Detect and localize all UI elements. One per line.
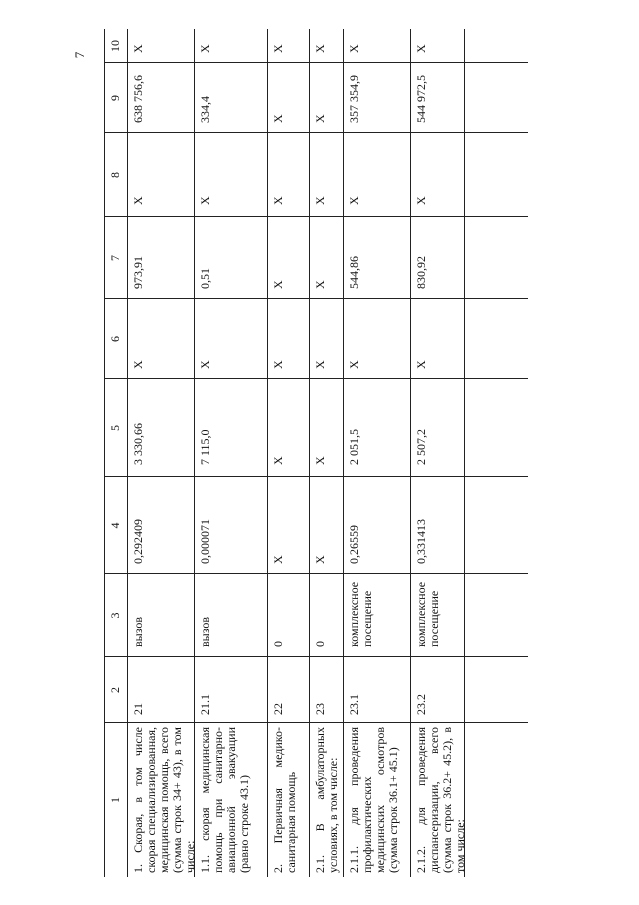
row-1-cost-cell: 3 330,66 <box>131 423 145 465</box>
row-6-total-cell: 544 972,5 <box>414 75 428 123</box>
row-5-col8-cell: Х <box>347 196 361 205</box>
row-6-cost-cell: 2 507,2 <box>414 429 428 465</box>
row-2-cost-cell: 7 115,0 <box>198 429 212 465</box>
row-4-row-code-cell: 23 <box>313 703 327 715</box>
header-cell-10: 10 <box>108 40 122 52</box>
row-3-per-capita-cell: Х <box>271 280 285 289</box>
row-2-col6-cell: Х <box>198 360 212 369</box>
row-2-per-capita-cell: 0,51 <box>198 268 212 289</box>
header-cell-3: 3 <box>108 612 122 619</box>
row-6-per-capita-cell: 830,92 <box>414 256 428 289</box>
row-2-row-code-cell: 21.1 <box>198 694 212 715</box>
row-3-total-cell: Х <box>271 114 285 123</box>
row-5-name-cell: 2.1.1. для проведения профилактических медицинских осмотров (сумма строк 36.1+ 45.1) <box>347 727 400 873</box>
row-2-name-cell: 1.1. скорая медицинская помощь при санитарно-авиационной эвакуации (равно строке 43.1) <box>198 727 251 873</box>
header-cell-2: 2 <box>108 687 122 693</box>
row-1-col8-cell: Х <box>131 196 145 205</box>
row-4-volume-cell: Х <box>313 555 327 564</box>
data-table <box>104 29 528 877</box>
row-3-cost-cell: Х <box>271 456 285 465</box>
row-3-unit-cell: 0 <box>271 641 285 647</box>
row-3-col10-cell: Х <box>271 44 285 53</box>
row-2-total-cell: 334,4 <box>198 96 212 123</box>
row-4-total-cell: Х <box>313 114 327 123</box>
row-divider <box>127 29 128 877</box>
row-divider <box>309 29 310 877</box>
row-divider <box>410 29 411 877</box>
row-6-name-cell: 2.1.2. для проведения диспансеризации, всего (сумма строк 36.2+ 45.2), в том числе: <box>414 727 467 873</box>
row-divider <box>104 29 105 877</box>
row-5-total-cell: 357 354,9 <box>347 75 361 123</box>
header-cell-6: 6 <box>108 336 122 342</box>
row-4-col8-cell: Х <box>313 196 327 205</box>
row-4-cost-cell: Х <box>313 456 327 465</box>
row-5-col6-cell: Х <box>347 360 361 369</box>
row-1-col6-cell: Х <box>131 360 145 369</box>
row-5-col10-cell: Х <box>347 44 361 53</box>
row-1-volume-cell: 0,292409 <box>131 519 145 564</box>
row-3-row-code-cell: 22 <box>271 703 285 715</box>
header-cell-7: 7 <box>108 255 122 261</box>
row-2-unit-cell: вызов <box>198 616 212 647</box>
row-1-row-code-cell: 21 <box>131 703 145 715</box>
row-3-volume-cell: Х <box>271 555 285 564</box>
row-4-col6-cell: Х <box>313 360 327 369</box>
row-4-col10-cell: Х <box>313 44 327 53</box>
row-divider <box>343 29 344 877</box>
row-5-row-code-cell: 23.1 <box>347 694 361 715</box>
row-6-col10-cell: Х <box>414 44 428 53</box>
row-6-volume-cell: 0,331413 <box>414 519 428 564</box>
row-5-cost-cell: 2 051,5 <box>347 429 361 465</box>
row-4-unit-cell: 0 <box>313 641 327 647</box>
header-cell-9: 9 <box>108 95 122 101</box>
row-1-unit-cell: вызов <box>131 616 145 647</box>
row-5-per-capita-cell: 544,86 <box>347 256 361 289</box>
row-divider <box>267 29 268 877</box>
row-1-name-cell: 1. Скорая, в том числе скорая специализированная, медицинская помощь, всего (сумма строк 34+ 43), в том числе: <box>131 727 197 873</box>
row-4-per-capita-cell: Х <box>313 280 327 289</box>
header-cell-4: 4 <box>108 522 122 529</box>
row-1-total-cell: 638 756,6 <box>131 75 145 123</box>
row-6-col8-cell: Х <box>414 196 428 205</box>
row-6-col6-cell: Х <box>414 360 428 369</box>
row-3-col6-cell: Х <box>271 360 285 369</box>
row-1-per-capita-cell: 973,91 <box>131 256 145 289</box>
header-cell-8: 8 <box>108 172 122 178</box>
header-cell-5: 5 <box>108 425 122 431</box>
row-4-name-cell: 2.1. В амбулаторных условиях, в том числе: <box>313 727 340 873</box>
row-3-col8-cell: Х <box>271 196 285 205</box>
row-5-volume-cell: 0,26559 <box>347 525 361 564</box>
row-6-unit-cell: комплексное посещение <box>414 581 441 647</box>
row-2-volume-cell: 0,000071 <box>198 519 212 564</box>
header-cell-1: 1 <box>108 797 122 803</box>
row-6-row-code-cell: 23.2 <box>414 694 428 715</box>
page-number: 7 <box>72 51 87 59</box>
row-5-unit-cell: комплексное посещение <box>347 581 374 647</box>
row-2-col8-cell: Х <box>198 196 212 205</box>
row-1-col10-cell: Х <box>131 44 145 53</box>
row-2-col10-cell: Х <box>198 44 212 53</box>
row-3-name-cell: 2. Первичная медико-санитарная помощь <box>271 727 298 873</box>
